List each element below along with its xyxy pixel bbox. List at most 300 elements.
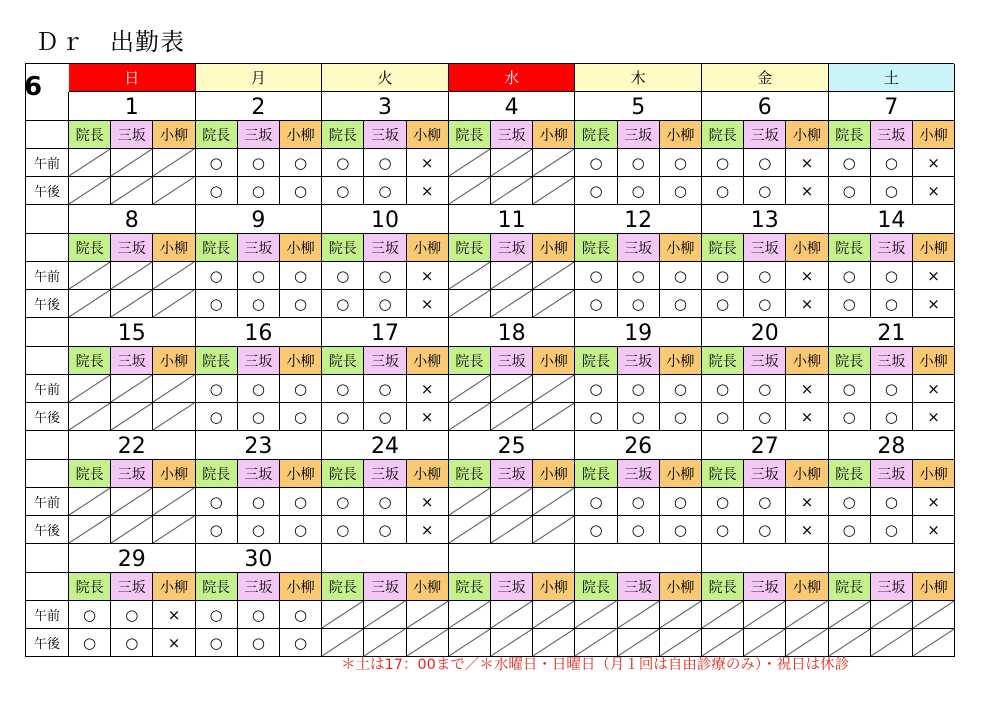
attendance-mark: ○ bbox=[364, 262, 406, 290]
date-number bbox=[449, 544, 576, 573]
attendance-table bbox=[25, 63, 954, 657]
attendance-mark: ○ bbox=[660, 177, 702, 205]
attendance-mark: ○ bbox=[702, 262, 744, 290]
attendance-mark: ○ bbox=[744, 488, 786, 516]
attendance-mark: ○ bbox=[364, 149, 406, 177]
attendance-mark: × bbox=[407, 262, 449, 290]
date-number: 10 bbox=[322, 205, 449, 234]
doctor-label: 小柳 bbox=[533, 234, 575, 262]
doctor-label: 三坂 bbox=[618, 121, 660, 149]
doctor-label: 院長 bbox=[322, 121, 364, 149]
weekday-header: 土 bbox=[829, 64, 956, 92]
attendance-mark: ○ bbox=[364, 290, 406, 318]
attendance-mark: ○ bbox=[744, 403, 786, 431]
attendance-mark: ○ bbox=[111, 629, 153, 657]
row-label-blank bbox=[26, 92, 69, 121]
attendance-mark: ○ bbox=[744, 177, 786, 205]
closed-slash-icon bbox=[913, 629, 954, 656]
doctor-label: 小柳 bbox=[280, 121, 322, 149]
doctor-label: 小柳 bbox=[786, 573, 828, 601]
doctor-label: 院長 bbox=[829, 573, 871, 601]
closed-slash-icon bbox=[533, 290, 574, 317]
doctor-label: 小柳 bbox=[280, 347, 322, 375]
doctor-label: 院長 bbox=[702, 460, 744, 488]
closed-slash-icon bbox=[111, 262, 152, 289]
attendance-mark: × bbox=[786, 488, 828, 516]
doctor-label: 小柳 bbox=[786, 121, 828, 149]
attendance-mark: ○ bbox=[829, 488, 871, 516]
attendance-mark: ○ bbox=[829, 262, 871, 290]
attendance-mark: ○ bbox=[280, 488, 322, 516]
doctor-label: 三坂 bbox=[364, 234, 406, 262]
session-label: 午前 bbox=[26, 262, 69, 290]
closed-slash-icon bbox=[449, 601, 490, 628]
closed-slash-icon bbox=[69, 516, 110, 543]
doctor-label: 三坂 bbox=[871, 347, 913, 375]
attendance-mark: ○ bbox=[702, 290, 744, 318]
closed-cell bbox=[69, 403, 111, 431]
date-number: 19 bbox=[575, 318, 702, 347]
closed-slash-icon bbox=[618, 629, 659, 656]
doctor-label: 三坂 bbox=[871, 573, 913, 601]
closed-slash-icon bbox=[407, 629, 448, 656]
attendance-mark: × bbox=[786, 290, 828, 318]
closed-slash-icon bbox=[69, 290, 110, 317]
closed-slash-icon bbox=[449, 262, 490, 289]
attendance-mark: ○ bbox=[575, 375, 617, 403]
attendance-mark: × bbox=[407, 290, 449, 318]
closed-cell bbox=[491, 177, 533, 205]
closed-slash-icon bbox=[364, 601, 405, 628]
date-number: 30 bbox=[196, 544, 323, 573]
closed-cell bbox=[153, 149, 195, 177]
doctor-label: 院長 bbox=[449, 573, 491, 601]
row-label-blank bbox=[26, 318, 69, 347]
attendance-mark: ○ bbox=[702, 149, 744, 177]
closed-cell bbox=[618, 601, 660, 629]
closed-slash-icon bbox=[69, 375, 110, 402]
row-label-blank bbox=[26, 431, 69, 460]
month-label: 6 bbox=[24, 72, 43, 102]
doctor-label: 院長 bbox=[829, 121, 871, 149]
closed-cell bbox=[111, 262, 153, 290]
attendance-mark: ○ bbox=[702, 403, 744, 431]
doctor-label: 三坂 bbox=[491, 234, 533, 262]
weekday-header: 金 bbox=[702, 64, 829, 92]
date-number: 26 bbox=[575, 431, 702, 460]
attendance-mark: ○ bbox=[111, 601, 153, 629]
weekday-header: 月 bbox=[196, 64, 323, 92]
closed-slash-icon bbox=[575, 601, 616, 628]
closed-slash-icon bbox=[69, 488, 110, 515]
attendance-mark: ○ bbox=[618, 375, 660, 403]
closed-cell bbox=[69, 177, 111, 205]
attendance-mark: × bbox=[407, 516, 449, 544]
attendance-mark: ○ bbox=[322, 403, 364, 431]
closed-slash-icon bbox=[533, 488, 574, 515]
attendance-mark: ○ bbox=[829, 149, 871, 177]
closed-cell bbox=[533, 149, 575, 177]
attendance-mark: ○ bbox=[660, 403, 702, 431]
doctor-label: 院長 bbox=[829, 460, 871, 488]
doctor-label: 院長 bbox=[575, 121, 617, 149]
attendance-mark: × bbox=[786, 149, 828, 177]
closed-slash-icon bbox=[449, 516, 490, 543]
closed-slash-icon bbox=[69, 403, 110, 430]
closed-cell bbox=[533, 290, 575, 318]
doctor-label: 三坂 bbox=[871, 234, 913, 262]
attendance-mark: ○ bbox=[575, 488, 617, 516]
closed-slash-icon bbox=[153, 375, 194, 402]
attendance-mark: ○ bbox=[871, 488, 913, 516]
closed-cell bbox=[533, 488, 575, 516]
doctor-label: 三坂 bbox=[618, 460, 660, 488]
doctor-label: 小柳 bbox=[407, 347, 449, 375]
doctor-label: 三坂 bbox=[111, 460, 153, 488]
doctor-label: 院長 bbox=[69, 573, 111, 601]
closed-cell bbox=[575, 601, 617, 629]
closed-cell bbox=[702, 601, 744, 629]
closed-slash-icon bbox=[744, 601, 785, 628]
doctor-label: 三坂 bbox=[491, 347, 533, 375]
doctor-label: 三坂 bbox=[111, 121, 153, 149]
weekday-header: 火 bbox=[322, 64, 449, 92]
attendance-mark: ○ bbox=[238, 629, 280, 657]
closed-slash-icon bbox=[491, 629, 532, 656]
row-label-blank bbox=[26, 205, 69, 234]
date-number: 17 bbox=[322, 318, 449, 347]
closed-slash-icon bbox=[449, 403, 490, 430]
weekday-header: 水 bbox=[449, 64, 576, 92]
closed-slash-icon bbox=[111, 177, 152, 204]
doctor-label: 小柳 bbox=[660, 121, 702, 149]
doctor-label: 院長 bbox=[69, 121, 111, 149]
closed-cell bbox=[660, 601, 702, 629]
date-number: 9 bbox=[196, 205, 323, 234]
page-title: Ｄｒ 出勤表 bbox=[35, 28, 185, 56]
closed-slash-icon bbox=[322, 601, 363, 628]
doctor-label: 院長 bbox=[69, 347, 111, 375]
closed-cell bbox=[913, 629, 955, 657]
attendance-mark: ○ bbox=[618, 262, 660, 290]
weekday-header: 木 bbox=[575, 64, 702, 92]
attendance-mark: ○ bbox=[196, 149, 238, 177]
closed-slash-icon bbox=[491, 177, 532, 204]
attendance-mark: ○ bbox=[280, 516, 322, 544]
session-label: 午前 bbox=[26, 601, 69, 629]
closed-cell bbox=[111, 516, 153, 544]
attendance-mark: ○ bbox=[871, 290, 913, 318]
closed-slash-icon bbox=[533, 375, 574, 402]
attendance-mark: × bbox=[407, 149, 449, 177]
attendance-mark: ○ bbox=[660, 149, 702, 177]
attendance-mark: × bbox=[913, 516, 955, 544]
attendance-mark: ○ bbox=[702, 488, 744, 516]
closed-cell bbox=[364, 601, 406, 629]
footer-note: ＊土は17：00まで／＊水曜日・日曜日（月１回は自由診療のみ）・祝日は休診 bbox=[341, 657, 850, 673]
closed-slash-icon bbox=[364, 629, 405, 656]
doctor-label: 小柳 bbox=[913, 460, 955, 488]
doctor-label: 院長 bbox=[196, 460, 238, 488]
attendance-mark: ○ bbox=[322, 516, 364, 544]
attendance-mark: ○ bbox=[196, 262, 238, 290]
session-label: 午前 bbox=[26, 488, 69, 516]
closed-slash-icon bbox=[913, 601, 954, 628]
date-number: 25 bbox=[449, 431, 576, 460]
closed-cell bbox=[69, 516, 111, 544]
attendance-mark: × bbox=[913, 149, 955, 177]
closed-slash-icon bbox=[829, 629, 870, 656]
doctor-label: 三坂 bbox=[111, 234, 153, 262]
date-number bbox=[575, 544, 702, 573]
closed-slash-icon bbox=[660, 629, 701, 656]
attendance-mark: ○ bbox=[322, 290, 364, 318]
attendance-mark: ○ bbox=[702, 375, 744, 403]
date-number: 12 bbox=[575, 205, 702, 234]
attendance-mark: ○ bbox=[280, 629, 322, 657]
attendance-mark: ○ bbox=[280, 177, 322, 205]
closed-slash-icon bbox=[660, 601, 701, 628]
doctor-label: 小柳 bbox=[913, 347, 955, 375]
closed-slash-icon bbox=[702, 601, 743, 628]
attendance-mark: ○ bbox=[238, 177, 280, 205]
doctor-label: 三坂 bbox=[744, 460, 786, 488]
attendance-mark: × bbox=[913, 177, 955, 205]
doctor-label: 小柳 bbox=[153, 234, 195, 262]
attendance-mark: ○ bbox=[660, 488, 702, 516]
attendance-mark: ○ bbox=[196, 403, 238, 431]
closed-slash-icon bbox=[111, 488, 152, 515]
doctor-label: 三坂 bbox=[111, 347, 153, 375]
closed-cell bbox=[533, 601, 575, 629]
attendance-mark: ○ bbox=[744, 149, 786, 177]
doctor-label: 小柳 bbox=[280, 460, 322, 488]
closed-cell bbox=[153, 488, 195, 516]
doctor-label: 院長 bbox=[449, 121, 491, 149]
doctor-label: 三坂 bbox=[871, 121, 913, 149]
attendance-mark: ○ bbox=[364, 516, 406, 544]
attendance-mark: ○ bbox=[660, 375, 702, 403]
doctor-label: 三坂 bbox=[364, 121, 406, 149]
doctor-label: 小柳 bbox=[280, 234, 322, 262]
attendance-mark: ○ bbox=[871, 177, 913, 205]
closed-slash-icon bbox=[533, 516, 574, 543]
attendance-mark: ○ bbox=[280, 403, 322, 431]
closed-slash-icon bbox=[153, 488, 194, 515]
closed-cell bbox=[744, 601, 786, 629]
attendance-mark: ○ bbox=[364, 403, 406, 431]
attendance-mark: × bbox=[407, 488, 449, 516]
attendance-mark: ○ bbox=[322, 375, 364, 403]
date-number: 3 bbox=[322, 92, 449, 121]
doctor-label: 小柳 bbox=[153, 460, 195, 488]
doctor-label: 小柳 bbox=[786, 460, 828, 488]
closed-cell bbox=[533, 177, 575, 205]
attendance-mark: ○ bbox=[575, 290, 617, 318]
closed-slash-icon bbox=[153, 290, 194, 317]
doctor-label: 院長 bbox=[69, 460, 111, 488]
closed-cell bbox=[153, 262, 195, 290]
closed-cell bbox=[69, 149, 111, 177]
doctor-label: 三坂 bbox=[618, 347, 660, 375]
closed-slash-icon bbox=[449, 149, 490, 176]
doctor-label: 院長 bbox=[575, 460, 617, 488]
closed-cell bbox=[111, 488, 153, 516]
doctor-label: 小柳 bbox=[660, 234, 702, 262]
doctor-label: 院長 bbox=[575, 234, 617, 262]
closed-cell bbox=[69, 488, 111, 516]
attendance-mark: ○ bbox=[829, 177, 871, 205]
closed-cell bbox=[449, 177, 491, 205]
closed-slash-icon bbox=[449, 177, 490, 204]
attendance-mark: × bbox=[913, 403, 955, 431]
closed-slash-icon bbox=[153, 403, 194, 430]
closed-cell bbox=[449, 262, 491, 290]
doctor-label: 小柳 bbox=[913, 573, 955, 601]
attendance-mark: ○ bbox=[744, 290, 786, 318]
closed-cell bbox=[449, 149, 491, 177]
attendance-mark: ○ bbox=[660, 290, 702, 318]
attendance-mark: × bbox=[407, 375, 449, 403]
closed-cell bbox=[111, 290, 153, 318]
closed-cell bbox=[533, 375, 575, 403]
attendance-mark: × bbox=[153, 601, 195, 629]
closed-slash-icon bbox=[153, 516, 194, 543]
attendance-mark: ○ bbox=[238, 262, 280, 290]
attendance-mark: ○ bbox=[829, 403, 871, 431]
session-label: 午後 bbox=[26, 177, 69, 205]
doctor-label: 小柳 bbox=[153, 573, 195, 601]
date-number: 22 bbox=[69, 431, 196, 460]
date-number: 18 bbox=[449, 318, 576, 347]
date-number: 21 bbox=[829, 318, 956, 347]
closed-cell bbox=[786, 601, 828, 629]
date-number: 15 bbox=[69, 318, 196, 347]
attendance-mark: ○ bbox=[238, 516, 280, 544]
row-label-blank bbox=[26, 460, 69, 488]
closed-slash-icon bbox=[449, 488, 490, 515]
attendance-mark: ○ bbox=[280, 262, 322, 290]
date-number: 5 bbox=[575, 92, 702, 121]
closed-slash-icon bbox=[111, 149, 152, 176]
date-number: 1 bbox=[69, 92, 196, 121]
doctor-label: 院長 bbox=[449, 460, 491, 488]
session-label: 午後 bbox=[26, 516, 69, 544]
closed-slash-icon bbox=[491, 290, 532, 317]
doctor-label: 院長 bbox=[449, 234, 491, 262]
doctor-label: 小柳 bbox=[913, 121, 955, 149]
doctor-label: 小柳 bbox=[533, 460, 575, 488]
closed-slash-icon bbox=[491, 488, 532, 515]
closed-cell bbox=[322, 601, 364, 629]
closed-cell bbox=[491, 601, 533, 629]
doctor-label: 小柳 bbox=[407, 573, 449, 601]
closed-cell bbox=[829, 601, 871, 629]
closed-cell bbox=[491, 149, 533, 177]
closed-slash-icon bbox=[491, 375, 532, 402]
closed-cell bbox=[153, 375, 195, 403]
closed-cell bbox=[449, 601, 491, 629]
doctor-label: 小柳 bbox=[660, 460, 702, 488]
date-number: 29 bbox=[69, 544, 196, 573]
attendance-mark: ○ bbox=[829, 290, 871, 318]
doctor-label: 院長 bbox=[575, 573, 617, 601]
attendance-mark: ○ bbox=[660, 516, 702, 544]
doctor-label: 院長 bbox=[196, 347, 238, 375]
attendance-mark: × bbox=[407, 177, 449, 205]
closed-cell bbox=[153, 403, 195, 431]
doctor-label: 三坂 bbox=[871, 460, 913, 488]
closed-cell bbox=[153, 516, 195, 544]
attendance-mark: ○ bbox=[702, 516, 744, 544]
attendance-mark: × bbox=[913, 375, 955, 403]
row-label-blank bbox=[26, 121, 69, 149]
closed-slash-icon bbox=[618, 601, 659, 628]
date-number: 2 bbox=[196, 92, 323, 121]
closed-cell bbox=[69, 375, 111, 403]
closed-cell bbox=[491, 262, 533, 290]
attendance-mark: ○ bbox=[618, 149, 660, 177]
session-label: 午前 bbox=[26, 375, 69, 403]
row-label-blank bbox=[26, 544, 69, 573]
attendance-mark: ○ bbox=[238, 488, 280, 516]
attendance-mark: × bbox=[153, 629, 195, 657]
attendance-mark: ○ bbox=[829, 375, 871, 403]
attendance-mark: ○ bbox=[196, 516, 238, 544]
closed-cell bbox=[449, 290, 491, 318]
doctor-label: 三坂 bbox=[491, 460, 533, 488]
closed-cell bbox=[533, 403, 575, 431]
date-number: 27 bbox=[702, 431, 829, 460]
closed-slash-icon bbox=[153, 149, 194, 176]
closed-cell bbox=[449, 516, 491, 544]
attendance-mark: ○ bbox=[69, 629, 111, 657]
doctor-label: 小柳 bbox=[407, 121, 449, 149]
doctor-label: 小柳 bbox=[280, 573, 322, 601]
closed-slash-icon bbox=[449, 629, 490, 656]
attendance-mark: × bbox=[913, 488, 955, 516]
closed-cell bbox=[533, 262, 575, 290]
closed-slash-icon bbox=[533, 601, 574, 628]
closed-slash-icon bbox=[491, 516, 532, 543]
closed-slash-icon bbox=[702, 629, 743, 656]
closed-cell bbox=[111, 375, 153, 403]
attendance-mark: ○ bbox=[238, 403, 280, 431]
attendance-mark: ○ bbox=[618, 488, 660, 516]
attendance-mark: ○ bbox=[196, 601, 238, 629]
date-number: 8 bbox=[69, 205, 196, 234]
closed-cell bbox=[111, 403, 153, 431]
doctor-label: 三坂 bbox=[744, 121, 786, 149]
doctor-label: 院長 bbox=[69, 234, 111, 262]
attendance-mark: ○ bbox=[618, 290, 660, 318]
attendance-mark: ○ bbox=[575, 403, 617, 431]
doctor-label: 院長 bbox=[702, 347, 744, 375]
attendance-mark: ○ bbox=[196, 177, 238, 205]
attendance-mark: ○ bbox=[575, 177, 617, 205]
closed-slash-icon bbox=[744, 629, 785, 656]
closed-cell bbox=[491, 290, 533, 318]
closed-slash-icon bbox=[533, 403, 574, 430]
date-number: 14 bbox=[829, 205, 956, 234]
attendance-mark: ○ bbox=[280, 149, 322, 177]
doctor-label: 三坂 bbox=[491, 121, 533, 149]
attendance-mark: ○ bbox=[575, 262, 617, 290]
closed-cell bbox=[913, 601, 955, 629]
attendance-mark: ○ bbox=[69, 601, 111, 629]
attendance-mark: × bbox=[913, 262, 955, 290]
closed-slash-icon bbox=[69, 262, 110, 289]
